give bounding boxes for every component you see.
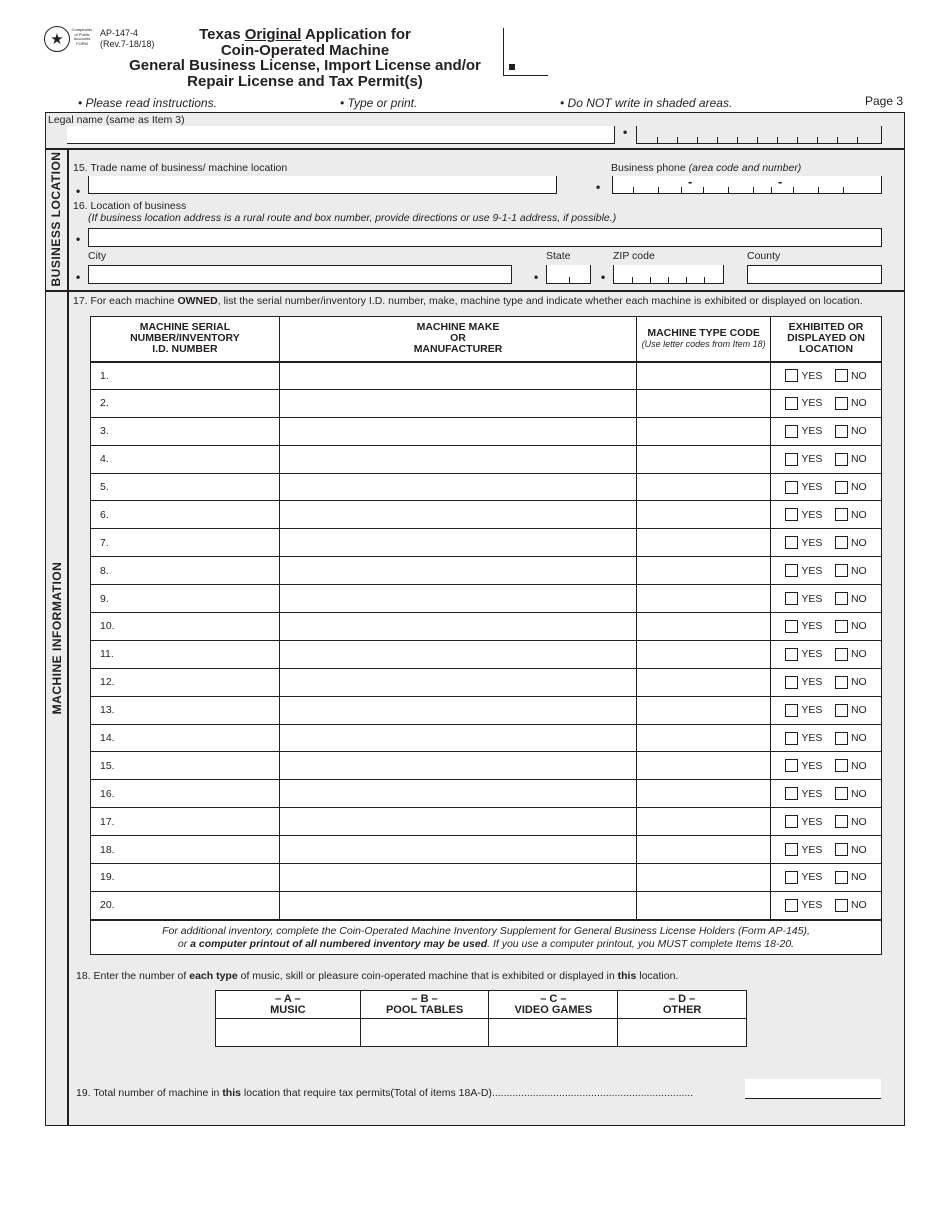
machine-make-cell[interactable] (279, 891, 636, 919)
barcode-corner (503, 28, 548, 76)
no-checkbox[interactable] (835, 732, 848, 745)
row-number: 13. (100, 704, 115, 717)
serial-number-cell[interactable] (91, 696, 280, 724)
no-checkbox[interactable] (835, 369, 848, 382)
machine-type-cell[interactable] (637, 640, 771, 668)
legal-name-field[interactable] (67, 126, 615, 144)
table-row (91, 529, 882, 557)
machine-type-cell[interactable] (637, 752, 771, 780)
type-header-c: – C – VIDEO GAMES (489, 991, 618, 1019)
no-label: NO (850, 397, 867, 410)
machine-make-cell[interactable] (279, 445, 636, 473)
no-label: NO (850, 453, 867, 466)
location-label: 16. Location of business (73, 200, 187, 212)
machine-type-cell[interactable] (637, 362, 771, 390)
table-row (91, 752, 882, 780)
trade-name-input[interactable] (88, 176, 557, 194)
row-number: 11. (100, 648, 114, 661)
serial-number-cell[interactable] (91, 501, 280, 529)
zip-input[interactable] (613, 265, 724, 284)
serial-number-cell[interactable] (91, 585, 280, 613)
table-row (91, 613, 882, 641)
bullet: • (601, 270, 606, 284)
exhibited-cell (771, 417, 882, 445)
no-label: NO (850, 620, 867, 633)
machine-type-cell[interactable] (637, 389, 771, 417)
yes-checkbox[interactable] (785, 425, 798, 438)
row-number: 1. (100, 369, 109, 382)
machine-table (90, 316, 882, 920)
yes-checkbox[interactable] (785, 508, 798, 521)
machine-type-cell[interactable] (637, 529, 771, 557)
no-label: NO (850, 676, 867, 689)
yes-checkbox[interactable] (785, 481, 798, 494)
yes-label: YES (801, 899, 823, 912)
instruction-read: • Please read instructions. (78, 96, 217, 110)
city-label: City (88, 250, 107, 262)
yes-checkbox[interactable] (785, 732, 798, 745)
serial-number-cell[interactable] (91, 668, 280, 696)
no-label: NO (850, 592, 867, 605)
serial-number-cell[interactable] (91, 445, 280, 473)
machine-make-cell[interactable] (279, 613, 636, 641)
table-row (91, 501, 882, 529)
machine-make-cell[interactable] (279, 362, 636, 390)
yes-label: YES (801, 425, 823, 438)
serial-number-cell[interactable] (91, 752, 280, 780)
machine-information-side-label: MACHINE INFORMATION (50, 561, 64, 715)
divider (45, 290, 905, 292)
no-checkbox[interactable] (835, 759, 848, 772)
county-input[interactable] (747, 265, 882, 284)
column-header-type: MACHINE TYPE CODE (Use letter codes from Item 18) (637, 317, 771, 362)
yes-checkbox[interactable] (785, 676, 798, 689)
serial-number-cell[interactable] (91, 362, 280, 390)
row-number: 12. (100, 676, 115, 689)
note-line2: or a computer printout of all numbered inventory may be used. If you use a computer printout, you MUST complete Items 18-20. (177, 938, 795, 950)
row-number: 8. (100, 564, 109, 577)
serial-number-cell[interactable] (91, 529, 280, 557)
machine-type-cell[interactable] (637, 585, 771, 613)
table-row (91, 445, 882, 473)
machine-make-cell[interactable] (279, 780, 636, 808)
no-checkbox[interactable] (835, 704, 848, 717)
state-label: State (546, 250, 571, 262)
county-label: County (747, 250, 781, 262)
zip-label: ZIP code (613, 250, 655, 262)
yes-checkbox[interactable] (785, 899, 798, 912)
yes-label: YES (801, 564, 823, 577)
no-label: NO (850, 899, 867, 912)
note-line1: For additional inventory, complete the Coin-Operated Machine Inventory Supplement for General Business License Holders (Form AP-145), (162, 925, 810, 937)
row-number: 19. (100, 871, 115, 884)
yes-checkbox[interactable] (785, 759, 798, 772)
machine-type-cell[interactable] (637, 891, 771, 919)
serial-number-cell[interactable] (91, 808, 280, 836)
no-label: NO (850, 648, 867, 661)
serial-number-cell[interactable] (91, 836, 280, 864)
serial-number-cell[interactable] (91, 891, 280, 919)
yes-label: YES (801, 648, 823, 661)
other-count-input[interactable] (618, 1019, 747, 1047)
exhibited-cell (771, 501, 882, 529)
no-label: NO (850, 843, 867, 856)
no-label: NO (850, 787, 867, 800)
trade-name-label: 15. Trade name of business/ machine location (73, 162, 288, 174)
table-row (91, 836, 882, 864)
yes-label: YES (801, 787, 823, 800)
no-checkbox[interactable] (835, 508, 848, 521)
yes-label: YES (801, 871, 823, 884)
exhibited-cell (771, 613, 882, 641)
yes-label: YES (801, 453, 823, 466)
machine-type-cell[interactable] (637, 417, 771, 445)
table-row (91, 557, 882, 585)
phone-label: Business phone (area code and number) (611, 162, 802, 174)
bullet: • (76, 232, 81, 246)
row-number: 18. (100, 843, 115, 856)
row-number: 20. (100, 899, 115, 912)
business-phone-input[interactable]: - - (612, 176, 882, 194)
no-label: NO (850, 732, 867, 745)
machine-make-cell[interactable] (279, 836, 636, 864)
instruction-type: • Type or print. (340, 96, 418, 110)
side-divider (67, 148, 69, 1125)
no-label: NO (850, 508, 867, 521)
no-label: NO (850, 759, 867, 772)
yes-label: YES (801, 397, 823, 410)
yes-label: YES (801, 369, 823, 382)
location-input[interactable] (88, 228, 882, 247)
no-checkbox[interactable] (835, 815, 848, 828)
exhibited-cell (771, 724, 882, 752)
machine-type-cell[interactable] (637, 724, 771, 752)
column-header-serial: MACHINE SERIAL NUMBER/INVENTORY I.D. NUMBER (91, 317, 280, 362)
no-checkbox[interactable] (835, 899, 848, 912)
row-number: 16. (100, 787, 115, 800)
bullet: • (534, 270, 539, 284)
serial-number-cell[interactable] (91, 864, 280, 892)
comptroller-seal-icon: ★ (44, 26, 70, 52)
legal-name-label: Legal name (same as Item 3) (48, 114, 185, 126)
exhibited-cell (771, 585, 882, 613)
exhibited-cell (771, 836, 882, 864)
serial-number-cell[interactable] (91, 613, 280, 641)
machine-type-cell[interactable] (637, 864, 771, 892)
row-number: 14. (100, 732, 115, 745)
business-location-side-label: BUSINESS LOCATION (49, 151, 63, 287)
no-checkbox[interactable] (835, 648, 848, 661)
table-row (91, 585, 882, 613)
row-number: 9. (100, 592, 109, 605)
machine-make-cell[interactable] (279, 529, 636, 557)
machine-type-count-table (215, 990, 747, 1047)
yes-label: YES (801, 843, 823, 856)
machine-make-cell[interactable] (279, 640, 636, 668)
yes-label: YES (801, 732, 823, 745)
machine-type-cell[interactable] (637, 557, 771, 585)
taxpayer-number-shaded (636, 126, 882, 144)
city-input[interactable] (88, 265, 512, 284)
exhibited-cell (771, 780, 882, 808)
no-checkbox[interactable] (835, 536, 848, 549)
serial-number-cell[interactable] (91, 473, 280, 501)
serial-number-cell[interactable] (91, 417, 280, 445)
item17-instruction: 17. For each machine OWNED, list the serial number/inventory I.D. number, make, machine type and indicate whether each machine is exhibited or displayed on location. (73, 295, 863, 307)
table-row (91, 891, 882, 919)
bullet: • (596, 180, 601, 194)
row-number: 15. (100, 759, 115, 772)
exhibited-cell (771, 557, 882, 585)
exhibited-cell (771, 640, 882, 668)
exhibited-cell (771, 529, 882, 557)
bullet: • (76, 184, 81, 198)
form-revision: (Rev.7-18/18) (100, 39, 155, 49)
machine-make-cell[interactable] (279, 585, 636, 613)
exhibited-cell (771, 445, 882, 473)
pool-tables-count-input[interactable] (360, 1019, 489, 1047)
table-row (91, 417, 882, 445)
no-checkbox[interactable] (835, 481, 848, 494)
no-label: NO (850, 871, 867, 884)
machine-make-cell[interactable] (279, 752, 636, 780)
no-label: NO (850, 369, 867, 382)
yes-checkbox[interactable] (785, 704, 798, 717)
row-number: 7. (100, 536, 109, 549)
form-title (110, 27, 500, 89)
machine-type-cell[interactable] (637, 836, 771, 864)
instruction-shaded: • Do NOT write in shaded areas. (560, 96, 733, 110)
table-row (91, 473, 882, 501)
type-header-d: – D – OTHER (618, 991, 747, 1019)
serial-number-cell[interactable] (91, 780, 280, 808)
row-number: 2. (100, 397, 109, 410)
row-number: 17. (100, 815, 115, 828)
title-prefix: Texas (199, 26, 245, 43)
yes-label: YES (801, 815, 823, 828)
exhibited-cell (771, 808, 882, 836)
yes-checkbox[interactable] (785, 453, 798, 466)
additional-inventory-note (90, 920, 882, 955)
yes-checkbox[interactable] (785, 815, 798, 828)
no-label: NO (850, 815, 867, 828)
machine-type-cell[interactable] (637, 808, 771, 836)
yes-label: YES (801, 592, 823, 605)
row-number: 5. (100, 481, 109, 493)
serial-number-cell[interactable] (91, 640, 280, 668)
machine-make-cell[interactable] (279, 724, 636, 752)
machine-make-cell[interactable] (279, 808, 636, 836)
table-row (91, 808, 882, 836)
machine-type-cell[interactable] (637, 445, 771, 473)
no-checkbox[interactable] (835, 453, 848, 466)
row-number: 3. (100, 425, 109, 438)
no-checkbox[interactable] (835, 676, 848, 689)
machine-type-cell[interactable] (637, 780, 771, 808)
machine-type-cell[interactable] (637, 668, 771, 696)
table-row (91, 640, 882, 668)
title-line3: General Business License, Import License and/or (129, 57, 481, 74)
total-machines-input[interactable] (745, 1079, 881, 1099)
no-checkbox[interactable] (835, 787, 848, 800)
machine-make-cell[interactable] (279, 668, 636, 696)
form-number: AP-147-4 (100, 28, 139, 38)
machine-make-cell[interactable] (279, 696, 636, 724)
table-row (91, 389, 882, 417)
table-row (91, 724, 882, 752)
title-line2: Coin-Operated Machine (220, 41, 390, 59)
title-rest: Application for (301, 26, 411, 43)
exhibited-cell (771, 864, 882, 892)
exhibited-cell (771, 389, 882, 417)
yes-checkbox[interactable] (785, 592, 798, 605)
location-hint: (If business location address is a rural route and box number, provide directions or use 9-1-1 address, if possible.) (88, 212, 617, 224)
machine-type-cell[interactable] (637, 501, 771, 529)
no-label: NO (850, 425, 867, 438)
table-row (91, 668, 882, 696)
no-label: NO (850, 704, 867, 717)
music-count-input[interactable] (216, 1019, 361, 1047)
column-header-exhibited: EXHIBITED OR DISPLAYED ON LOCATION (771, 317, 882, 362)
exhibited-cell (771, 696, 882, 724)
machine-make-cell[interactable] (279, 501, 636, 529)
yes-checkbox[interactable] (785, 369, 798, 382)
yes-checkbox[interactable] (785, 620, 798, 633)
bullet: • (76, 270, 81, 284)
yes-checkbox[interactable] (785, 397, 798, 410)
yes-checkbox[interactable] (785, 787, 798, 800)
serial-number-cell[interactable] (91, 724, 280, 752)
exhibited-cell (771, 891, 882, 919)
machine-make-cell[interactable] (279, 864, 636, 892)
machine-make-cell[interactable] (279, 389, 636, 417)
machine-type-cell[interactable] (637, 696, 771, 724)
yes-checkbox[interactable] (785, 536, 798, 549)
no-label: NO (850, 536, 867, 549)
yes-checkbox[interactable] (785, 871, 798, 884)
column-header-make: MACHINE MAKE OR MANUFACTURER (279, 317, 636, 362)
no-checkbox[interactable] (835, 620, 848, 633)
row-number: 6. (100, 508, 109, 521)
yes-checkbox[interactable] (785, 564, 798, 577)
machine-type-cell[interactable] (637, 473, 771, 501)
title-line4: Repair License and Tax Permit(s) (187, 72, 423, 90)
no-checkbox[interactable] (835, 564, 848, 577)
no-label: NO (850, 564, 867, 577)
seal-text: Comptroller of Public Accounts FORM (71, 27, 93, 46)
table-row (91, 780, 882, 808)
serial-number-cell[interactable] (91, 389, 280, 417)
no-checkbox[interactable] (835, 871, 848, 884)
table-row (91, 696, 882, 724)
yes-checkbox[interactable] (785, 843, 798, 856)
yes-label: YES (801, 759, 823, 772)
machine-make-cell[interactable] (279, 557, 636, 585)
exhibited-cell (771, 473, 882, 501)
row-number: 10. (100, 620, 115, 633)
no-label: NO (850, 481, 867, 493)
item18-instruction: 18. Enter the number of each type of music, skill or pleasure coin-operated machine that is exhibited or displayed in this location. (76, 970, 679, 982)
machine-make-cell[interactable] (279, 473, 636, 501)
no-checkbox[interactable] (835, 397, 848, 410)
machine-type-cell[interactable] (637, 613, 771, 641)
state-input[interactable] (546, 265, 591, 284)
table-row (91, 864, 882, 892)
page-number: Page 3 (865, 94, 904, 108)
yes-label: YES (801, 676, 823, 689)
type-header-a: – A – MUSIC (216, 991, 361, 1019)
video-games-count-input[interactable] (489, 1019, 618, 1047)
yes-label: YES (801, 620, 823, 633)
no-checkbox[interactable] (835, 843, 848, 856)
no-checkbox[interactable] (835, 592, 848, 605)
machine-make-cell[interactable] (279, 417, 636, 445)
no-checkbox[interactable] (835, 425, 848, 438)
yes-label: YES (801, 536, 823, 549)
yes-label: YES (801, 481, 823, 493)
yes-label: YES (801, 508, 823, 521)
bullet: • (623, 125, 628, 139)
exhibited-cell (771, 362, 882, 390)
yes-checkbox[interactable] (785, 648, 798, 661)
item19-instruction: 19. Total number of machine in this location that require tax permits(Total of items 18A-D)..................................................................... (76, 1087, 694, 1099)
serial-number-cell[interactable] (91, 557, 280, 585)
title-original: Original (244, 26, 302, 43)
exhibited-cell (771, 752, 882, 780)
yes-label: YES (801, 704, 823, 717)
type-header-b: – B – POOL TABLES (360, 991, 489, 1019)
divider (45, 148, 905, 150)
exhibited-cell (771, 668, 882, 696)
table-row (91, 362, 882, 390)
row-number: 4. (100, 453, 109, 466)
